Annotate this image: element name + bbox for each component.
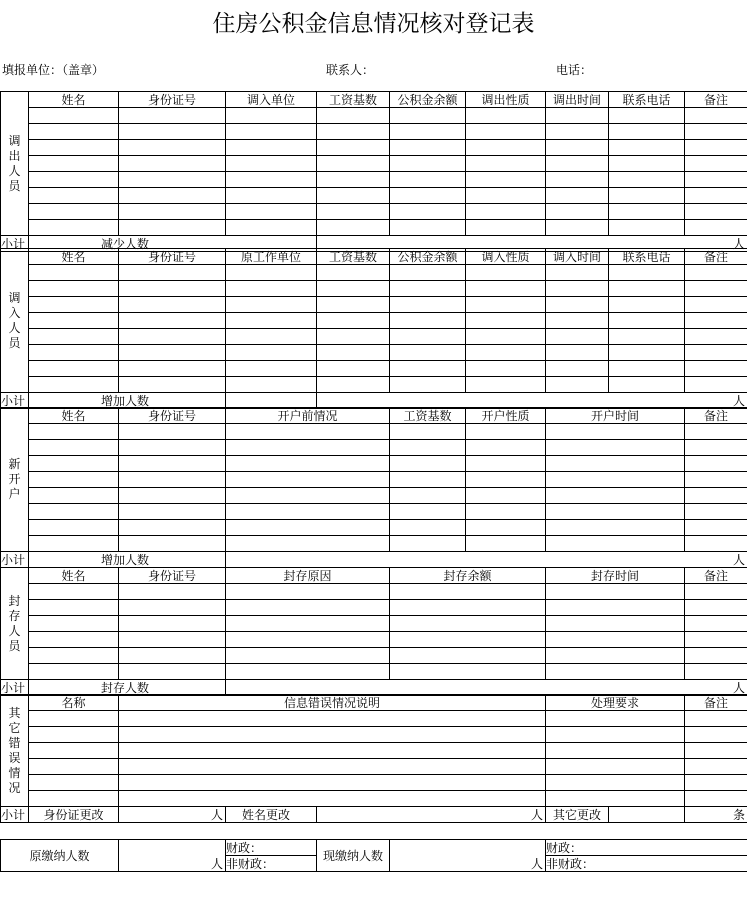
table-row [1,108,747,124]
table-row [1,345,747,361]
curr-nonfinance-label: 非财政： [546,856,747,872]
header-cell: 名称 [29,695,119,711]
table-row [1,520,747,536]
table-row [1,140,747,156]
table-row [1,297,747,313]
header-cell: 身份证号 [119,408,226,424]
table-row [1,281,747,297]
table-row [1,265,747,281]
curr-count-label: 现缴纳人数 [317,840,390,872]
unit-label: 人 [317,393,747,409]
table-row [1,759,747,775]
count-label: 增加人数 [29,552,226,568]
header-cell: 身份证号 [119,568,226,584]
table-row [1,536,747,552]
section-label-new: 新 开 户 [1,408,29,552]
unit-label: 人 [317,236,747,252]
header-cell: 封存余额 [390,568,546,584]
table-row [1,472,747,488]
table-row [1,188,747,204]
table-row [1,616,747,632]
table-row [1,313,747,329]
header-cell: 姓名 [29,249,119,265]
header-cell: 封存时间 [546,568,685,584]
subtotal-label: 小计 [1,393,29,409]
table-row [1,377,747,393]
table-row [1,456,747,472]
table-row [1,600,747,616]
count-label: 封存人数 [29,680,226,696]
table-row [1,648,747,664]
header-cell: 备注 [685,408,747,424]
unit-label: 填报单位：（盖章） [2,63,105,77]
header-cell: 姓名 [29,92,119,108]
header-cell: 联系电话 [609,92,685,108]
subtotal-label: 小计 [1,236,29,252]
table-row [1,584,747,600]
header-cell: 身份证号 [119,249,226,265]
header-cell: 调入单位 [226,92,317,108]
subtotal-row [1,552,747,568]
orig-count-unit: 人 [119,840,226,872]
table-row [1,775,747,791]
table-row [1,424,747,440]
orig-nonfinance-label: 非财政： [226,856,317,872]
name-change-unit: 人 [317,807,546,823]
table-row [1,156,747,172]
other-change-label: 其它更改 [546,807,609,823]
table-row [1,791,747,807]
table-row [1,743,747,759]
section-label-out: 调 出 人 员 [1,92,29,236]
table-row [1,124,747,140]
other-change-value [609,807,685,823]
header-cell: 开户性质 [466,408,546,424]
header-cell: 调出时间 [546,92,609,108]
header-cell: 原工作单位 [226,249,317,265]
header-cell: 备注 [685,92,747,108]
errors-table [0,694,747,823]
curr-finance-label: 财政： [546,840,747,856]
section-label-sealed: 封 存 人 员 [1,568,29,680]
header-cell: 姓名 [29,408,119,424]
header-cell: 备注 [685,568,747,584]
table-row [1,711,747,727]
subtotal-row [1,807,747,823]
section-label-in: 调 入 人 员 [1,249,29,393]
orig-count-label: 原缴纳人数 [1,840,119,872]
table-row [1,727,747,743]
table-row [1,632,747,648]
header-cell: 调出性质 [466,92,546,108]
header-cell: 开户时间 [546,408,685,424]
header-cell: 开户前情况 [226,408,390,424]
header-cell: 调入时间 [546,249,609,265]
header-cell: 工资基数 [317,92,390,108]
subtotal-label: 小计 [1,807,29,823]
header-cell: 工资基数 [390,408,466,424]
header-cell: 公积金余额 [390,92,466,108]
phone-label: 电话： [556,63,593,77]
transfer-out-table [0,91,747,252]
table-row [1,220,747,236]
id-change-unit: 人 [119,807,226,823]
id-change-label: 身份证更改 [29,807,119,823]
header-cell: 身份证号 [119,92,226,108]
table-row [1,329,747,345]
header-cell: 工资基数 [317,249,390,265]
other-change-unit: 条 [685,807,747,823]
header-cell: 备注 [685,249,747,265]
header-cell: 联系电话 [609,249,685,265]
unit-label: 人 [226,552,747,568]
table-row [1,488,747,504]
header-cell: 处理要求 [546,695,685,711]
footer-table [0,839,747,872]
page-title: 住房公积金信息情况核对登记表 [212,11,535,37]
unit-label: 人 [226,680,747,696]
curr-count-unit: 人 [390,840,546,872]
header-cell: 公积金余额 [390,249,466,265]
count-label: 增加人数 [29,393,226,409]
header-cell: 封存原因 [226,568,390,584]
new-account-table [0,407,747,568]
header-cell: 姓名 [29,568,119,584]
subtotal-label: 小计 [1,680,29,696]
header-cell: 信息错误情况说明 [119,695,546,711]
subtotal-label: 小计 [1,552,29,568]
section-label-errors: 其 它 错 误 情 况 [1,695,29,807]
name-change-label: 姓名更改 [226,807,317,823]
table-row [1,664,747,680]
table-row [1,361,747,377]
table-row [1,172,747,188]
table-row [1,204,747,220]
table-row [1,440,747,456]
header-cell: 调入性质 [466,249,546,265]
header-cell: 备注 [685,695,747,711]
contact-label: 联系人： [326,63,375,77]
orig-finance-label: 财政： [226,840,317,856]
table-row [1,504,747,520]
transfer-in-table [0,248,747,409]
count-label: 减少人数 [29,236,317,252]
sealed-table [0,567,747,696]
